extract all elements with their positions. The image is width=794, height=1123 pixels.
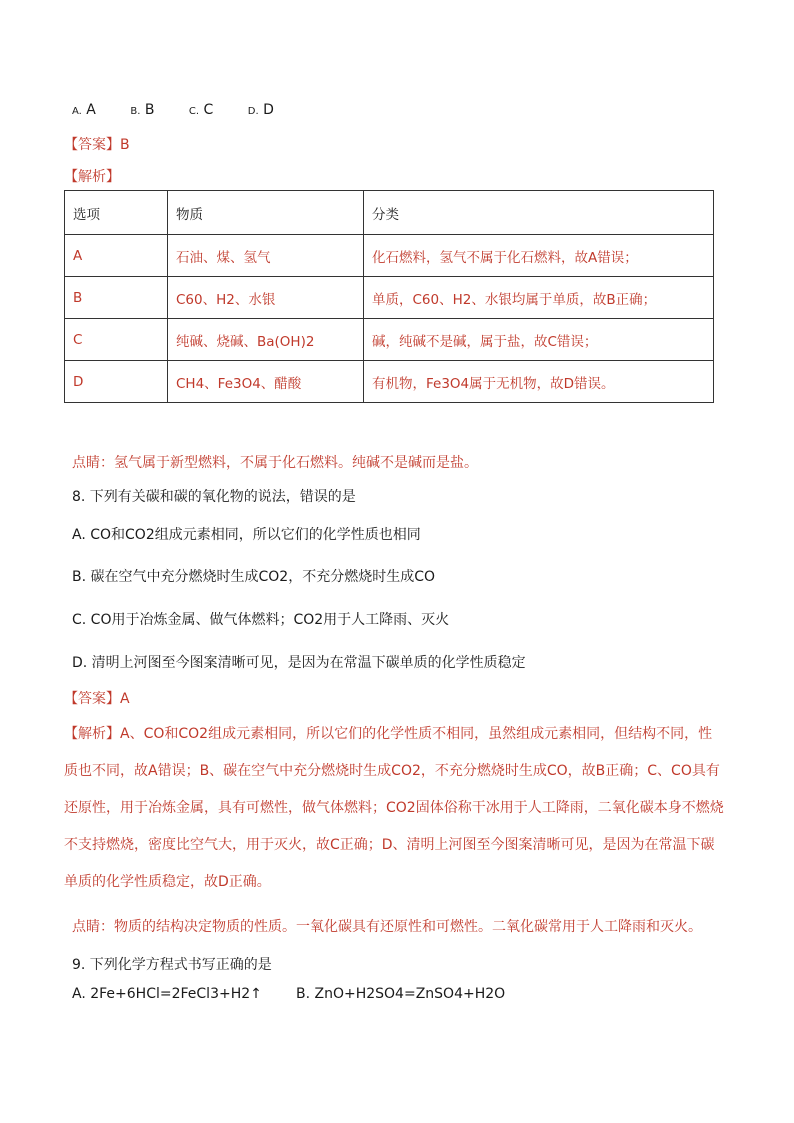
- row-substance: 纯碱、烧碱、Ba(OH)2: [168, 319, 364, 361]
- table-row: [65, 235, 714, 277]
- q8-analysis: 【解析】A、CO和CO2组成元素相同，所以它们的化学性质不相同，虽然组成元素相同，但结构不同，性质也不同，故A错误；B、碳在空气中充分燃烧时生成CO2，不充分燃烧时生成CO，故B正确；C、CO具有还原性，用于冶炼金属，具有可燃性，做气体燃料；CO2固体俗称干冰用于人工降雨，二氧化碳本身不燃烧不支持燃烧，密度比空气大，用于灭火，故C正确；D、清明上河图至今图案清晰可见，是因为在常温下碳单质的化学性质稳定，故D正确。: [64, 726, 724, 890]
- row-option: A: [65, 235, 168, 277]
- q9-question: 9. 下列化学方程式书写正确的是: [72, 957, 272, 973]
- row-substance: C60、H2、水银: [168, 277, 364, 319]
- q7-option-b-letter: B.: [130, 106, 141, 117]
- table-row: [65, 361, 714, 403]
- q8-option-b: B. 碳在空气中充分燃烧时生成CO2，不充分燃烧时生成CO: [72, 569, 436, 585]
- q9-option-b: B. ZnO+H2SO4=ZnSO4+H2O: [296, 986, 506, 1002]
- row-substance: CH4、Fe3O4、醋酸: [168, 361, 364, 403]
- header-substance: 物质: [168, 191, 364, 235]
- table-row: [65, 277, 714, 319]
- row-classification: 有机物，Fe3O4属于无机物，故D错误。: [364, 361, 714, 403]
- row-classification: 碱，纯碱不是碱，属于盐，故C错误；: [364, 319, 714, 361]
- q7-option-b: B: [144, 102, 155, 118]
- row-option: D: [65, 361, 168, 403]
- q7-option-c-letter: C.: [188, 106, 200, 117]
- q8-note: 点睛：物质的结构决定物质的性质。一氧化碳具有还原性和可燃性。二氧化碳常用于人工降雨和灭火。: [72, 919, 702, 935]
- row-classification: 化石燃料，氢气不属于化石燃料，故A错误；: [364, 235, 714, 277]
- q7-option-a-letter: A.: [72, 106, 82, 117]
- q7-answer: 【答案】B: [64, 137, 130, 153]
- row-option: B: [65, 277, 168, 319]
- q7-options: [72, 102, 274, 118]
- q7-option-c: C: [203, 102, 214, 118]
- table-row: [65, 319, 714, 361]
- q7-option-a: A: [86, 102, 96, 118]
- header-option: 选项: [65, 191, 168, 235]
- analysis-table: [64, 190, 714, 403]
- table-header-row: [65, 191, 714, 235]
- q7-note: 点睛：氢气属于新型燃料，不属于化石燃料。纯碱不是碱而是盐。: [72, 455, 478, 471]
- q8-option-c: C. CO用于冶炼金属、做气体燃料；CO2用于人工降雨、灭火: [72, 612, 450, 628]
- q7-option-d: D: [263, 102, 274, 118]
- header-classification: 分类: [364, 191, 714, 235]
- row-substance: 石油、煤、氢气: [168, 235, 364, 277]
- q8-option-d: D. 清明上河图至今图案清晰可见，是因为在常温下碳单质的化学性质稳定: [72, 655, 526, 671]
- q8-question: 8. 下列有关碳和碳的氧化物的说法，错误的是: [72, 489, 356, 505]
- row-option: C: [65, 319, 168, 361]
- q9-option-a: A. 2Fe+6HCl=2FeCl3+H2↑: [72, 986, 262, 1002]
- q7-option-d-letter: D.: [247, 106, 259, 117]
- row-classification: 单质，C60、H2、水银均属于单质，故B正确；: [364, 277, 714, 319]
- q8-answer: 【答案】A: [64, 691, 130, 707]
- q7-analysis-label: 【解析】: [64, 169, 120, 185]
- q8-option-a: A. CO和CO2组成元素相同，所以它们的化学性质也相同: [72, 527, 421, 543]
